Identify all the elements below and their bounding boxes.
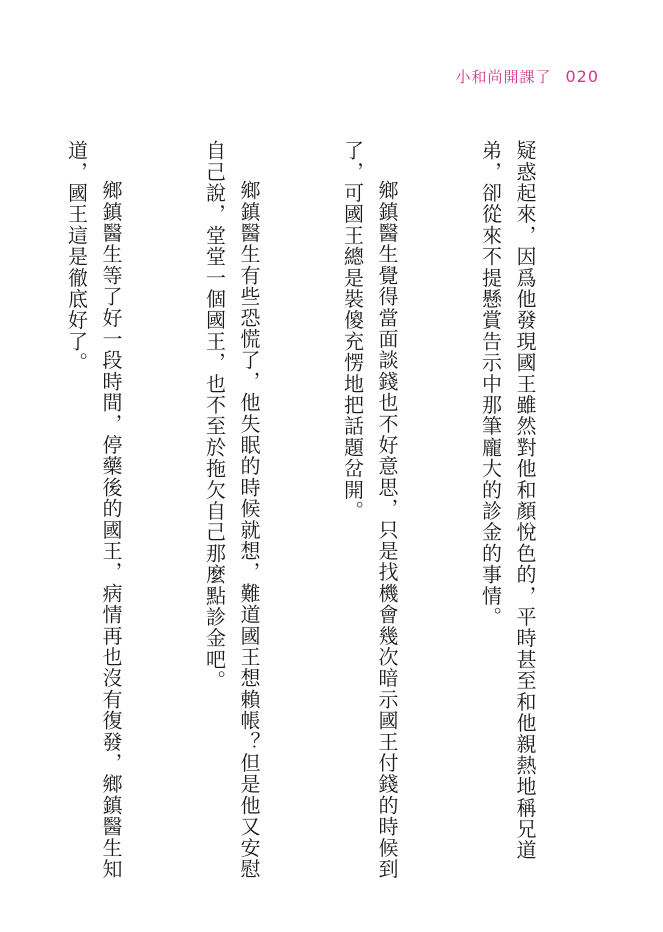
book-title: 小和尚開課了 bbox=[455, 68, 552, 86]
paragraph-2: 鄉鎮醫生覺得當面談錢也不好意思，只是找機會幾次暗示國王付錢的時候到了，可國王總是裝傻充愣地把話題岔開。 bbox=[340, 140, 399, 880]
vertical-text-body bbox=[51, 140, 611, 892]
page-number: 020 bbox=[565, 67, 599, 86]
paragraph-3: 鄉鎮醫生有些恐慌了，他失眠的時候就想，難道國王想賴帳？但是他又安慰自己說，堂堂一個國王，也不至於拖欠自己那麼點診金吧。 bbox=[202, 140, 261, 880]
paragraph-1: 疑惑起來，因爲他發現國王雖然對他和顏悅色的，平時甚至和他親熱地稱兄道弟，卻從來不提懸賞告示中那筆龐大的診金的事情。 bbox=[478, 140, 537, 861]
running-header bbox=[455, 66, 599, 87]
paragraph-4: 鄉鎮醫生等了好一段時間，停藥後的國王，病情再也沒有復發，鄉鎮醫生知道，國王這是徹底好了。 bbox=[64, 140, 123, 880]
